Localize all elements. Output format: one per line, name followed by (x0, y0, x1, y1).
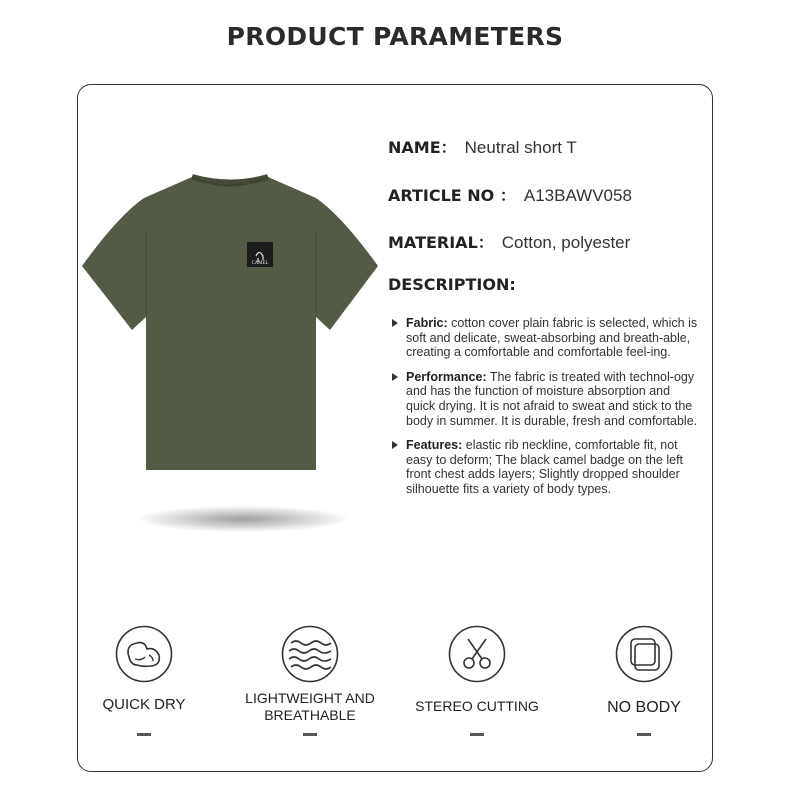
description-label: Features: (406, 438, 463, 453)
product-image (80, 170, 380, 540)
description-text: The fabric is treated with technol-ogy and has the function of moisture absorption and quick drying. It is not afraid to sweat and stick to the body in summer. It is durable, fresh and comfortable. (406, 369, 698, 428)
description-list (392, 316, 698, 507)
param-material-value: Cotton, polyester (501, 233, 631, 252)
description-text: cotton cover plain fabric is selected, which is soft and delicate, sweat-absorbing and breath-able, creating a comfortable and comfortable feel-ing. (406, 316, 698, 360)
param-material (388, 230, 630, 253)
description-label: Fabric: (406, 316, 448, 330)
layered-squares-icon (615, 625, 673, 683)
bullet-triangle-icon (392, 441, 398, 449)
feature-dash (470, 733, 484, 736)
feature-quick-dry (64, 625, 224, 713)
feature-no-body (564, 625, 724, 716)
description-label: Performance: (406, 369, 487, 384)
description-heading: DESCRIPTION: (388, 275, 516, 294)
bullet-triangle-icon (392, 319, 398, 327)
quick-dry-icon (115, 625, 173, 683)
feature-dash (137, 733, 151, 736)
description-item-performance (392, 370, 698, 428)
param-name-value: Neutral short T (464, 138, 577, 157)
scissors-icon (448, 625, 506, 683)
t-shirt-image (80, 170, 380, 480)
feature-label: LIGHTWEIGHT AND BREATHABLE (245, 690, 375, 723)
param-material-key: MATERIAL： (388, 233, 494, 252)
description-item-fabric (392, 316, 698, 360)
svg-text:CAMEL: CAMEL (251, 261, 269, 266)
feature-dash (303, 733, 317, 736)
param-article-value: A13BAWV058 (523, 186, 632, 205)
feature-label: NO BODY (607, 699, 681, 716)
param-name (388, 135, 577, 158)
description-item-features (392, 438, 698, 496)
feature-label: STEREO CUTTING (415, 698, 539, 714)
param-article (388, 183, 632, 206)
feature-dash (637, 733, 651, 736)
feature-label: QUICK DRY (102, 696, 186, 713)
feature-stereo-cutting (397, 625, 557, 714)
page-title: PRODUCT PARAMETERS (226, 22, 564, 51)
image-shadow (138, 506, 348, 532)
feature-lightweight (230, 625, 390, 723)
description-text: elastic rib neckline, comfortable fit, not easy to deform; The black camel badge on the left front chest adds layers; Slightly dropped shoulder silhouette fits a variety of body types. (406, 438, 684, 496)
param-article-key: ARTICLE NO ： (388, 186, 516, 205)
bullet-triangle-icon (392, 373, 398, 381)
param-name-key: NAME： (388, 138, 457, 157)
waves-icon (281, 625, 339, 683)
